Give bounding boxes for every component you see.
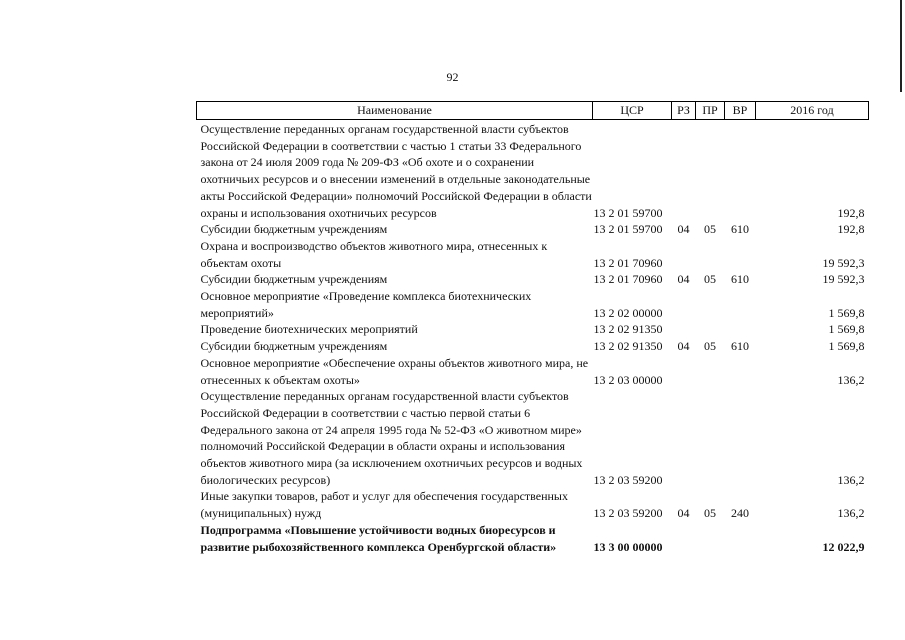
cell-rz	[672, 355, 696, 388]
table-row	[197, 238, 869, 271]
page-number: 92	[446, 70, 459, 84]
header-year: 2016 год	[756, 102, 869, 120]
cell-rz: 04	[677, 222, 690, 237]
cell-name: Охрана и воспроизводство объектов животного мира, отнесенных к объектам охоты	[200, 238, 548, 270]
cell-vr	[725, 321, 756, 338]
table-row	[197, 271, 869, 288]
cell-amount: 136,2	[837, 506, 865, 521]
cell-csr: 13 2 03 59200	[593, 472, 663, 487]
cell-vr: 610	[731, 272, 749, 287]
table-row	[197, 488, 869, 521]
header-csr: ЦСР	[593, 102, 672, 120]
table-row	[197, 321, 869, 338]
cell-rz	[672, 288, 696, 321]
cell-amount: 12 022,9	[822, 539, 865, 554]
cell-amount: 19 592,3	[822, 272, 865, 287]
cell-pr	[696, 388, 725, 488]
cell-vr: 610	[731, 222, 749, 237]
table-row	[197, 288, 869, 321]
cell-csr: 13 2 01 59700	[593, 205, 663, 220]
cell-csr: 13 2 01 70960	[593, 255, 663, 270]
cell-pr: 05	[704, 272, 716, 287]
cell-amount: 1 569,8	[828, 305, 865, 320]
table-row	[197, 355, 869, 388]
scan-edge-line	[900, 0, 902, 92]
cell-vr	[725, 355, 756, 388]
cell-pr	[696, 120, 725, 222]
cell-name: Основное мероприятие «Проведение комплекса биотехнических мероприятий»	[200, 289, 532, 320]
header-name: Наименование	[197, 102, 593, 120]
cell-pr	[696, 355, 725, 388]
cell-amount: 192,8	[837, 222, 865, 237]
cell-rz: 04	[677, 272, 690, 287]
cell-name: Подпрограмма «Повышение устойчивости водных биоресурсов и развитие рыбохозяйственного комплекса Оренбургской области»	[200, 522, 557, 554]
cell-csr: 13 2 02 91350	[593, 322, 663, 337]
cell-csr: 13 2 03 59200	[593, 506, 663, 521]
table-header-row	[197, 102, 869, 120]
cell-rz: 04	[677, 339, 690, 354]
cell-rz	[672, 120, 696, 222]
cell-name: Субсидии бюджетным учреждениям	[200, 339, 388, 354]
cell-csr: 13 2 02 91350	[593, 339, 663, 354]
cell-name: Проведение биотехнических мероприятий	[200, 322, 418, 337]
cell-vr	[725, 238, 756, 271]
cell-pr	[696, 288, 725, 321]
table-row	[197, 120, 869, 222]
table-body	[197, 120, 869, 556]
table-row	[197, 338, 869, 355]
cell-csr: 13 2 02 00000	[593, 305, 663, 320]
cell-amount: 136,2	[837, 472, 865, 487]
cell-pr: 05	[704, 339, 716, 354]
budget-table	[196, 101, 869, 555]
cell-rz	[672, 388, 696, 488]
header-vr: ВР	[725, 102, 756, 120]
cell-pr: 05	[704, 222, 716, 237]
cell-amount: 19 592,3	[822, 255, 865, 270]
cell-rz	[672, 321, 696, 338]
cell-name: Субсидии бюджетным учреждениям	[200, 272, 388, 287]
cell-name: Осуществление переданных органам государственной власти субъектов Российской Федерации в соответствии с частью 1 статьи 33 Федерального закона от 24 июля 2009 года № 209-ФЗ «Об охоте и о сохранении охотничьих ресурсов и о внесении изменений в отдельные законодательные акты Российской Федерации» полномочий Российской Федерации в области охраны и использования охотничьих ресурсов	[200, 122, 592, 220]
cell-name: Основное мероприятие «Обеспечение охраны объектов животного мира, не отнесенных к объектам охоты»	[200, 355, 589, 387]
cell-name: Субсидии бюджетным учреждениям	[200, 222, 388, 237]
header-pr: ПР	[696, 102, 725, 120]
cell-rz: 04	[677, 506, 690, 521]
cell-pr	[696, 238, 725, 271]
cell-rz	[672, 522, 696, 555]
cell-csr: 13 2 01 59700	[593, 222, 663, 237]
table-row	[197, 388, 869, 488]
cell-amount: 1 569,8	[828, 339, 865, 354]
cell-amount: 192,8	[837, 205, 865, 220]
cell-vr	[725, 288, 756, 321]
cell-amount: 136,2	[837, 372, 865, 387]
cell-rz	[672, 238, 696, 271]
cell-csr: 13 2 01 70960	[593, 272, 663, 287]
cell-name: Осуществление переданных органам государственной власти субъектов Российской Федерации в соответствии с частью первой статьи 6 Федерального закона от 24 апреля 1995 года № 52-ФЗ «О животном мире» полномочий Российской Федерации в области охраны и использования объектов животного мира (за исключением охотничьих ресурсов и водных биологических ресурсов)	[200, 389, 583, 487]
cell-vr: 610	[731, 339, 749, 354]
table-row	[197, 522, 869, 555]
cell-pr: 05	[704, 506, 716, 521]
cell-vr	[725, 120, 756, 222]
cell-amount: 1 569,8	[828, 322, 865, 337]
table-row	[197, 221, 869, 238]
cell-pr	[696, 321, 725, 338]
header-rz: РЗ	[672, 102, 696, 120]
cell-pr	[696, 522, 725, 555]
cell-vr: 240	[731, 506, 749, 521]
cell-csr: 13 2 03 00000	[593, 372, 663, 387]
cell-vr	[725, 522, 756, 555]
cell-csr: 13 3 00 00000	[593, 539, 663, 554]
cell-vr	[725, 388, 756, 488]
cell-name: Иные закупки товаров, работ и услуг для обеспечения государственных (муниципальных) нужд	[200, 489, 568, 521]
